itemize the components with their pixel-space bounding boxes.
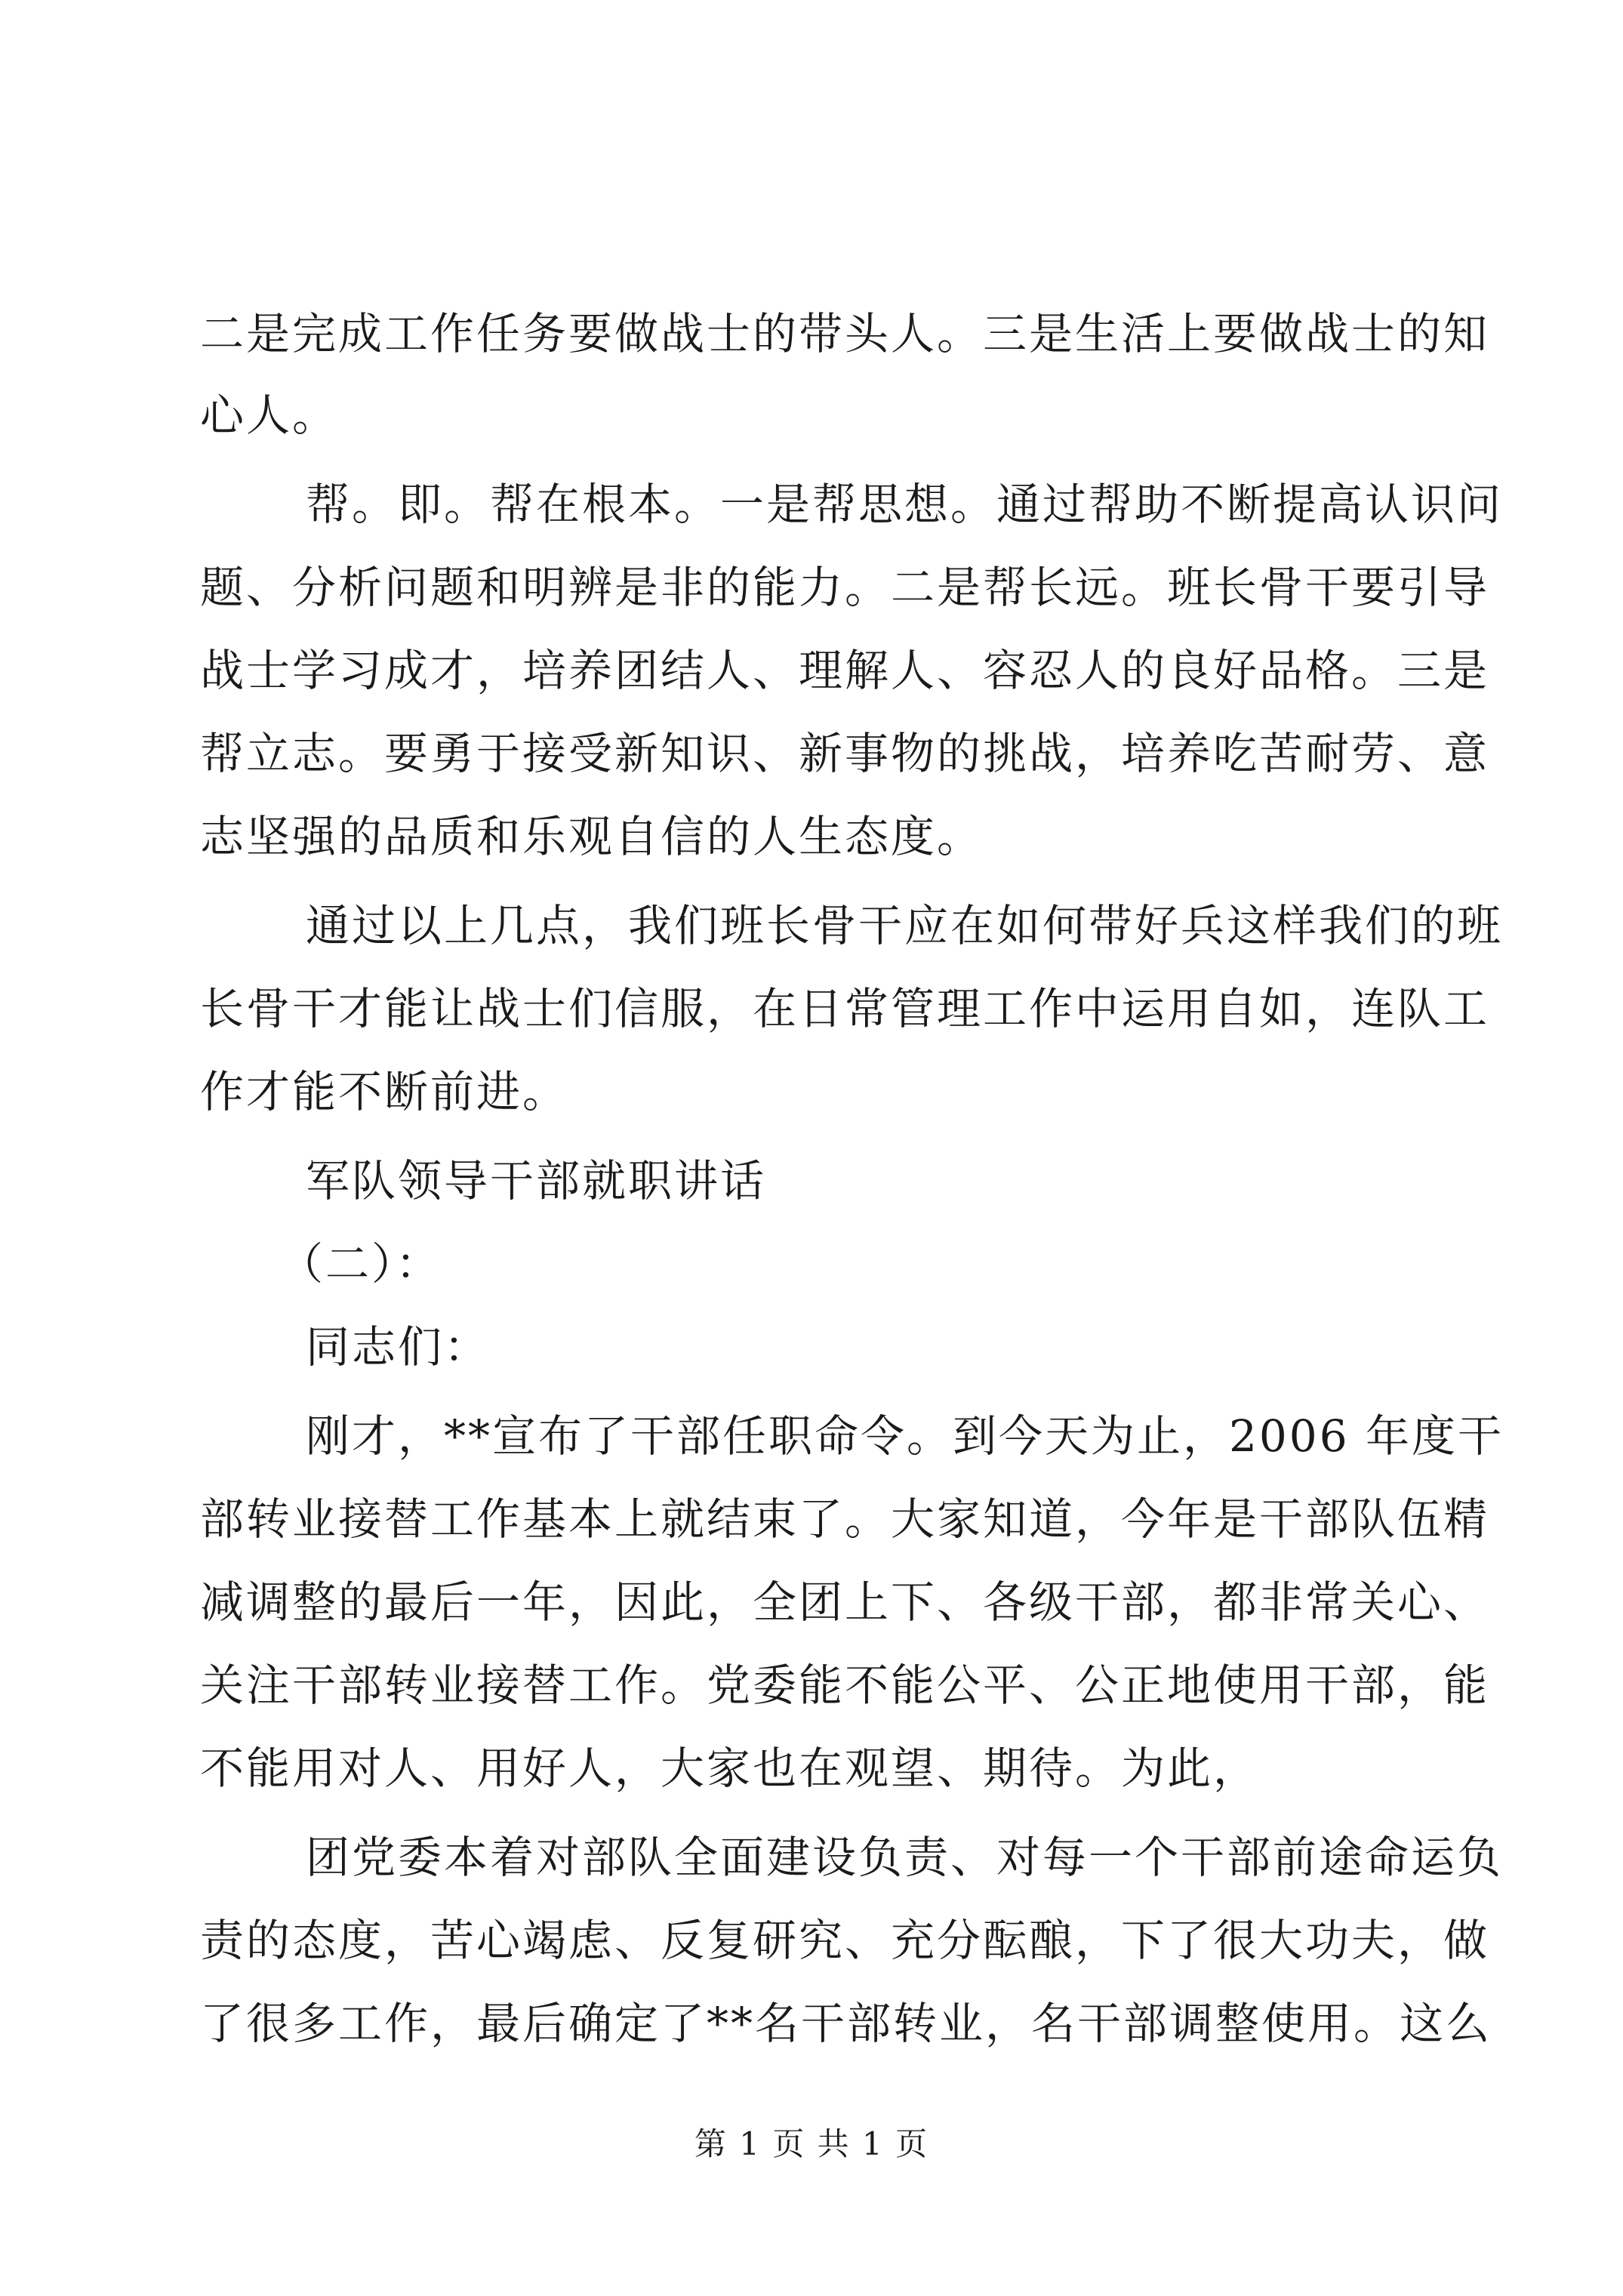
text-line: 帮。即。帮在根本。一是帮思想。通过帮助不断提高认识问 [306, 479, 1504, 530]
text-line: 二是完成工作任务要做战士的带头人。三是生活上要做战士的知 [200, 308, 1490, 359]
text-line: 帮立志。要勇于接受新知识、新事物的挑战，培养吃苦耐劳、意 [200, 728, 1490, 779]
text-line: 战士学习成才，培养团结人、理解人、容忍人的良好品格。三是 [200, 645, 1490, 696]
text-line: 责的态度，苦心竭虑、反复研究、充分酝酿，下了很大功夫，做 [200, 1915, 1490, 1966]
section-title: 军队领导干部就职讲话 [306, 1155, 767, 1207]
text-line: 题、分析问题和明辨是非的能力。二是帮长远。班长骨干要引导 [200, 562, 1490, 613]
text-line: 团党委本着对部队全面建设负责、对每一个干部前途命运负 [306, 1832, 1504, 1883]
text-line: 关注干部转业接替工作。党委能不能公平、公正地使用干部，能 [200, 1660, 1490, 1711]
text-line: 志坚强的品质和乐观自信的人生态度。 [200, 811, 984, 862]
text-line: 通过以上几点，我们班长骨干应在如何带好兵这样我们的班 [306, 900, 1504, 951]
text-line: 不能用对人、用好人，大家也在观望、期待。为此， [200, 1743, 1260, 1794]
salutation: 同志们： [306, 1321, 491, 1373]
text-line: 部转业接替工作基本上就结束了。大家知道，今年是干部队伍精 [200, 1493, 1490, 1545]
page-footer: 第 1 页 共 1 页 [694, 2125, 929, 2162]
section-subtitle: （二）： [279, 1238, 442, 1290]
text-line: 长骨干才能让战士们信服，在日常管理工作中运用自如，连队工 [200, 983, 1490, 1034]
text-line: 作才能不断前进。 [200, 1066, 569, 1117]
text-line: 了很多工作，最后确定了**名干部转业，名干部调整使用。这么 [200, 1998, 1492, 2049]
text-line: 心人。 [200, 390, 339, 441]
text-line: 刚才，**宣布了干部任职命令。到今天为止，2006 年度干 [306, 1410, 1504, 1462]
text-line: 减调整的最后一年，因此，全团上下、各级干部，都非常关心、 [200, 1576, 1490, 1628]
